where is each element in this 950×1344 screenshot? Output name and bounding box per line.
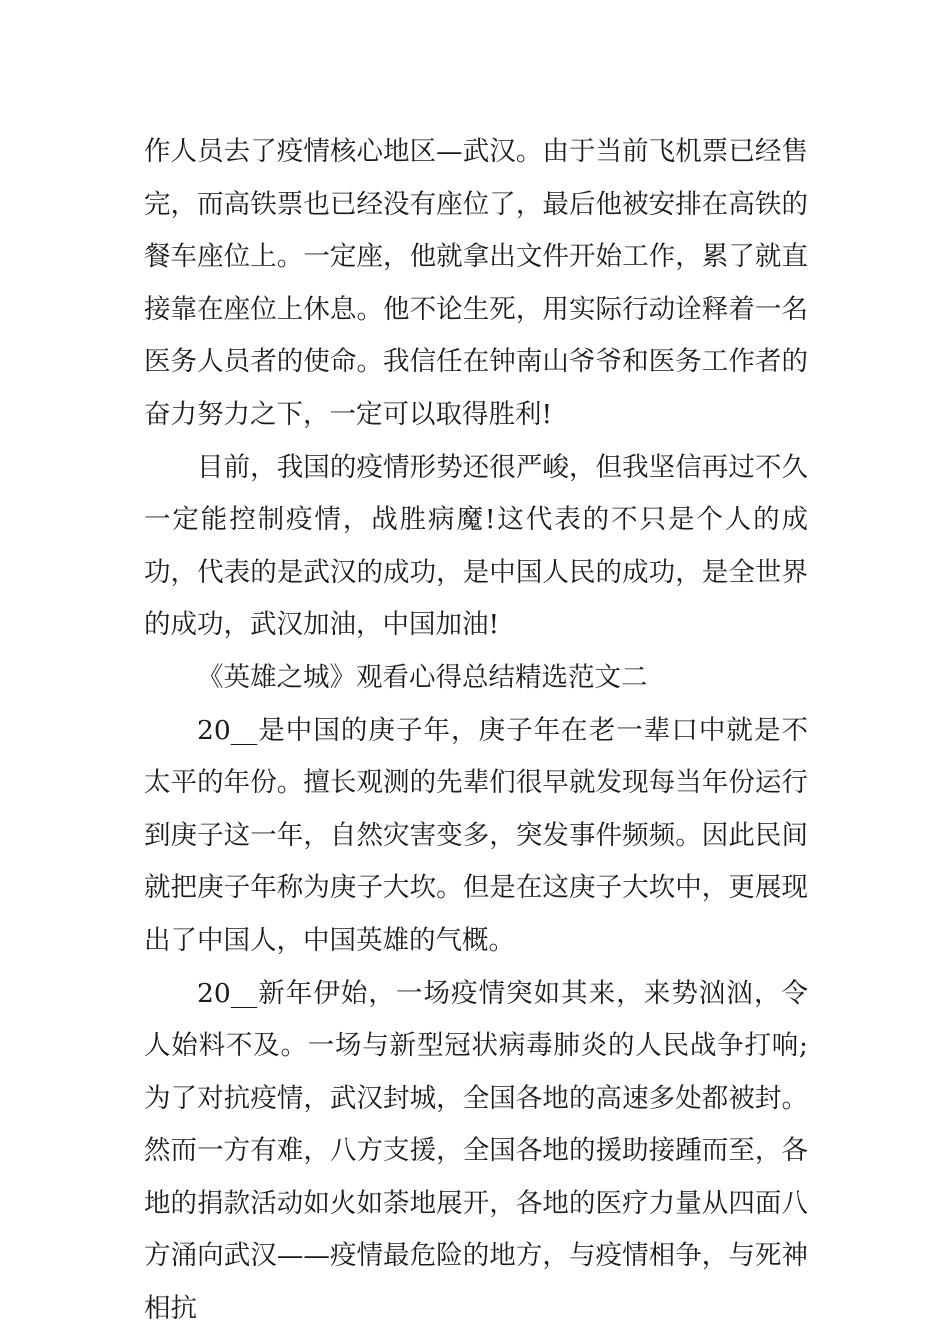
document-page (144, 126, 808, 1336)
paragraph-1: 作人员去了疫情核心地区—武汉。由于当前飞机票已经售完，而高铁票也已经没有座位了，最后他被安排在高铁的餐车座位上。一定座，他就拿出文件开始工作，累了就直接靠在座位上休息。他不论生死，用实际行动诠释着一名医务人员者的使命。我信任在钟南山爷爷和医务工作者的奋力努力之下，一定可以取得胜利! (144, 136, 808, 430)
paragraph-4: 20__新年伊始，一场疫情突如其来，来势汹汹，令人始料不及。一场与新型冠状病毒肺炎的人民战争打响;为了对抗疫情，武汉封城，全国各地的高速多处都被封。然而一方有难，八方支援，全国各地的援助接踵而至，各地的捐款活动如火如荼地展开，各地的医疗力量从四面八方涌向武汉——疫情最危险的地方，与疫情相争，与死神相抗 (144, 977, 808, 1325)
paragraph-2: 目前，我国的疫情形势还很严峻，但我坚信再过不久一定能控制疫情，战胜病魔!这代表的不只是个人的成功，代表的是武汉的成功，是中国人民的成功，是全世界的成功，武汉加油，中国加油! (144, 451, 808, 641)
paragraph-3: 20__是中国的庚子年，庚子年在老一辈口中就是不太平的年份。擅长观测的先辈们很早就发现每当年份运行到庚子这一年，自然灾害变多，突发事件频频。因此民间就把庚子年称为庚子大坎。但是在这庚子大坎中，更展现出了中国人，中国英雄的气概。 (144, 714, 808, 956)
section-heading: 《英雄之城》观看心得总结精选范文二 (197, 661, 648, 693)
